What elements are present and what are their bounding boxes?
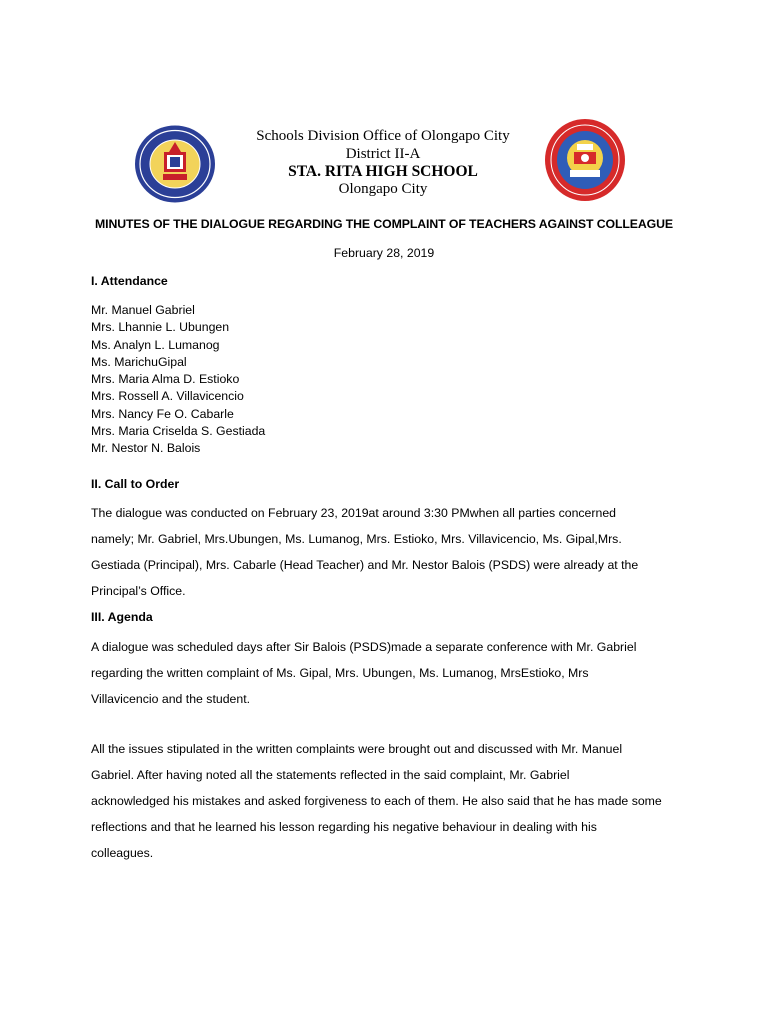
paragraph-line: All the issues stipulated in the written complaints were brought out and discussed with Mr. Manuel: [91, 742, 623, 756]
paragraph-line: reflections and that he learned his lesson regarding his negative behaviour in dealing with his: [91, 820, 597, 834]
list-item: Mrs. Nancy Fe O. Cabarle: [91, 406, 234, 421]
attendance-list: [91, 302, 265, 458]
list-item: Ms. MarichuGipal: [91, 354, 187, 369]
document-date: February 28, 2019: [333, 246, 435, 260]
sta-rita-high-school-seal-icon: [134, 124, 216, 204]
letterhead: [220, 128, 546, 198]
paragraph-line: Gestiada (Principal), Mrs. Cabarle (Head Teacher) and Mr. Nestor Balois (PSDS) were already at the: [91, 558, 639, 572]
paragraph-line: Principal’s Office.: [91, 584, 186, 598]
agenda-paragraph-2: [91, 736, 711, 866]
agenda-heading: III. Agenda: [91, 610, 153, 624]
division-office-line: Schools Division Office of Olongapo City: [256, 128, 510, 144]
document-title: MINUTES OF THE DIALOGUE REGARDING THE COMPLAINT OF TEACHERS AGAINST COLLEAGUE: [95, 217, 673, 231]
paragraph-line: A dialogue was scheduled days after Sir Balois (PSDS)made a separate conference with Mr. Gabriel: [91, 640, 637, 654]
school-name: STA. RITA HIGH SCHOOL: [288, 163, 478, 180]
attendance-heading: I. Attendance: [91, 274, 168, 288]
list-item: Mr. Nestor N. Balois: [91, 441, 201, 456]
list-item: Ms. Analyn L. Lumanog: [91, 337, 220, 352]
paragraph-line: The dialogue was conducted on February 23, 2019at around 3:30 PMwhen all parties concerned: [91, 506, 617, 520]
list-item: Mrs. Lhannie L. Ubungen: [91, 320, 230, 335]
paragraph-line: Gabriel. After having noted all the statements reflected in the said complaint, Mr. Gabriel: [91, 768, 570, 782]
list-item: Mrs. Rossell A. Villavicencio: [91, 389, 244, 404]
agenda-paragraph-1: [91, 634, 711, 712]
deped-olongapo-city-seal-icon: [544, 118, 626, 202]
paragraph-line: regarding the written complaint of Ms. Gipal, Mrs. Ubungen, Ms. Lumanog, MrsEstioko, Mrs: [91, 666, 589, 680]
call-to-order-heading: II. Call to Order: [91, 477, 180, 491]
list-item: Mrs. Maria Alma D. Estioko: [91, 372, 240, 387]
paragraph-line: acknowledged his mistakes and asked forgiveness to each of them. He also said that he has made some: [91, 794, 662, 808]
district-line: District II-A: [345, 145, 421, 162]
call-to-order-paragraph: [91, 500, 711, 604]
list-item: Mrs. Maria Criselda S. Gestiada: [91, 424, 266, 439]
paragraph-line: colleagues.: [91, 846, 154, 860]
list-item: Mr. Manuel Gabriel: [91, 303, 195, 317]
city-line: Olongapo City: [338, 180, 428, 197]
paragraph-line: Villavicencio and the student.: [91, 692, 251, 706]
paragraph-line: namely; Mr. Gabriel, Mrs.Ubungen, Ms. Lumanog, Mrs. Estioko, Mrs. Villavicencio, Ms. Gipal,Mrs.: [91, 532, 622, 546]
